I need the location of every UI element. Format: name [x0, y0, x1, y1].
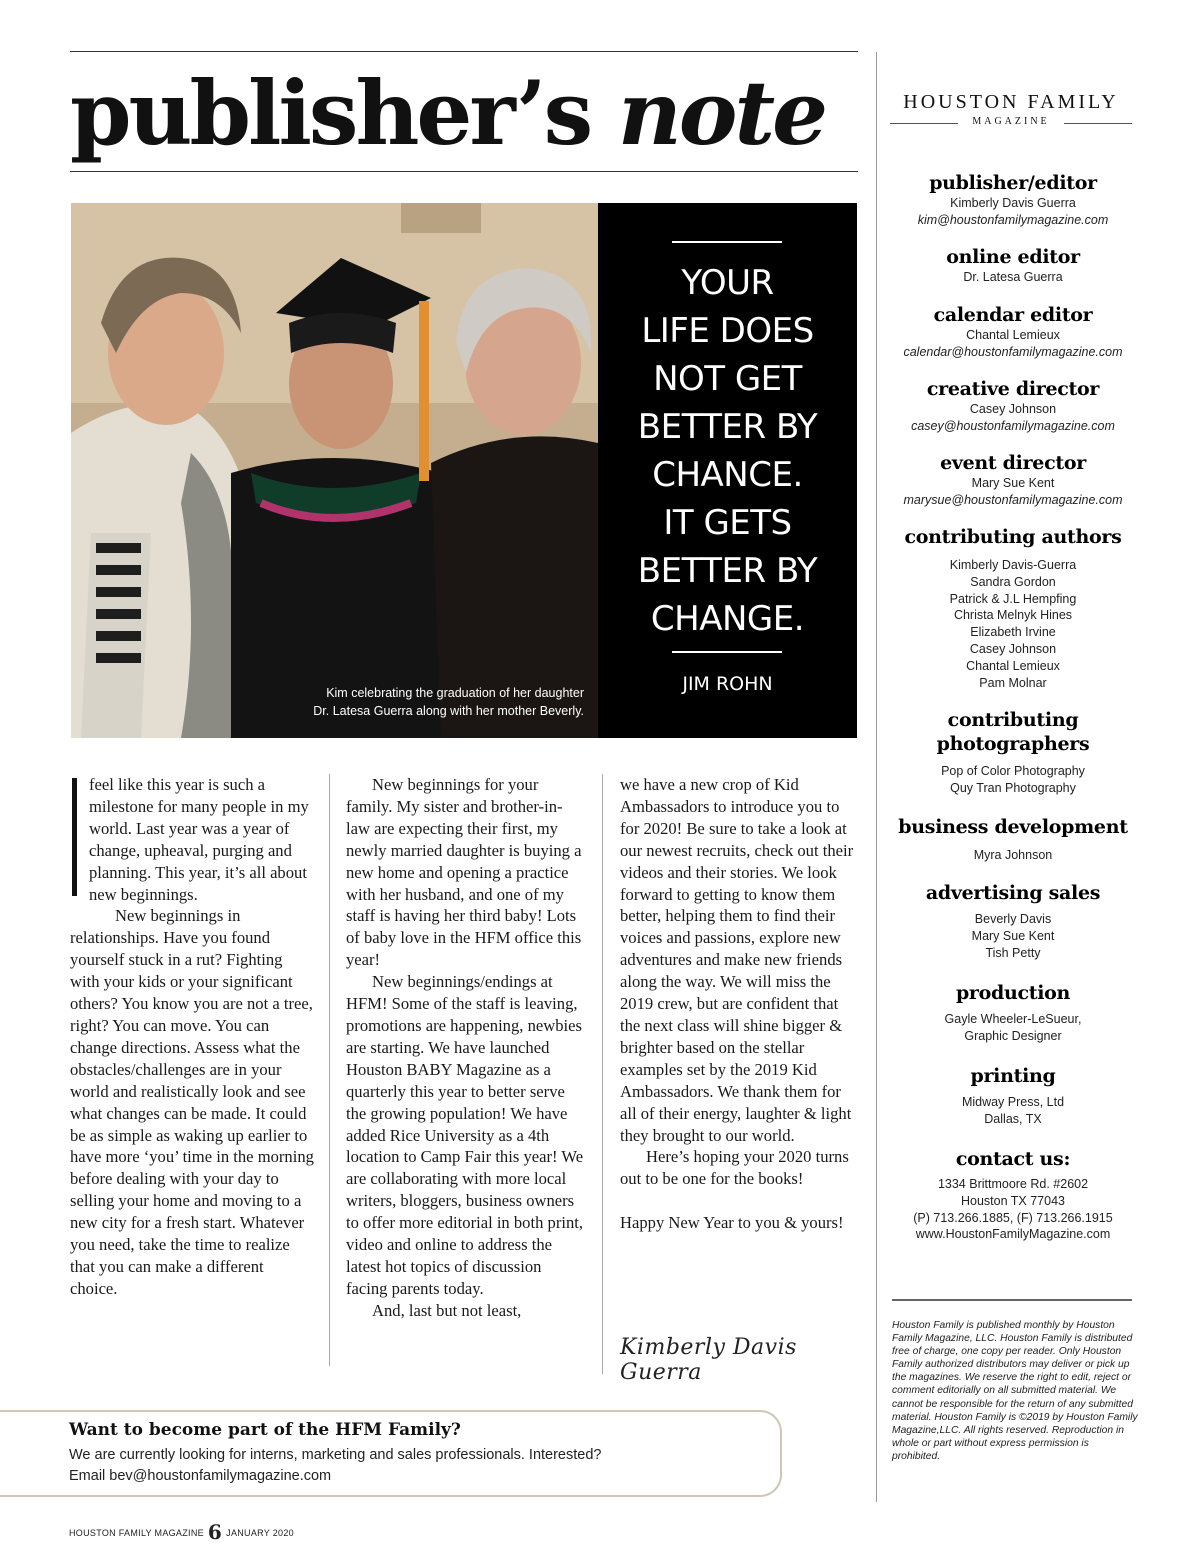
quote-author: JIM ROHN: [682, 673, 773, 695]
callout-text: We are currently looking for interns, marketing and sales professionals. Interested?: [69, 1447, 602, 1463]
contact-phone: (P) 713.266.1885, (F) 713.266.1915: [913, 1210, 1113, 1225]
section-title: contributing authors: [904, 526, 1122, 548]
section-line: Midway Press, Ltd: [961, 1095, 1065, 1109]
quote-line: BETTER BY: [637, 551, 818, 591]
section-email[interactable]: casey@houstonfamilymagazine.com: [911, 418, 1115, 433]
section-line: Pam Molnar: [979, 675, 1047, 690]
quote-line: LIFE DOES: [641, 311, 814, 351]
section-email[interactable]: marysue@houstonfamilymagazine.com: [903, 492, 1123, 507]
page-number: 6: [207, 1520, 223, 1544]
section-line: Dallas, TX: [984, 1111, 1042, 1126]
masthead-section-online-editor: [890, 245, 1136, 286]
quote-line: CHANCE.: [652, 455, 803, 495]
quote-top-rule: [672, 241, 782, 243]
masthead-logo: [890, 91, 1132, 130]
article-column-2: [346, 774, 586, 1322]
section-line: Casey Johnson: [969, 402, 1057, 416]
section-line: Patrick & J.L Hempfing: [949, 591, 1077, 606]
quote-text: [598, 259, 857, 643]
article-column-3: [620, 774, 858, 1234]
legal-rule: [892, 1299, 1132, 1301]
section-line: Gayle Wheeler-LeSueur,: [944, 1012, 1082, 1026]
brand-name: HOUSTON FAMILY: [903, 91, 1119, 113]
callout-email[interactable]: Email bev@houstonfamilymagazine.com: [69, 1468, 332, 1484]
section-line: Graphic Designer: [964, 1028, 1062, 1043]
title-italic: note: [617, 61, 826, 165]
header-top-rule: [70, 51, 858, 52]
page-title: [70, 58, 860, 168]
section-line: Kimberly Davis-Guerra: [949, 558, 1077, 572]
footer-magazine: HOUSTON FAMILY MAGAZINE: [69, 1528, 204, 1538]
masthead-section-business-development: [890, 815, 1136, 864]
article-paragraph: And, last but not least,: [372, 1300, 522, 1320]
title-main: publisher’s: [70, 61, 591, 165]
article-paragraph: Here’s hoping your 2020 turns out to be one for the books!: [620, 1147, 849, 1189]
section-line: Sandra Gordon: [970, 574, 1056, 589]
section-title: contributing photographers: [936, 709, 1090, 755]
section-line: Mary Sue Kent: [971, 928, 1055, 943]
masthead-section-contact: [890, 1147, 1136, 1243]
quote-line: NOT GET: [653, 359, 802, 399]
masthead-section-calendar-editor: [890, 303, 1136, 361]
caption-line-2: Dr. Latesa Guerra along with her mother Beverly.: [313, 704, 584, 718]
section-title: production: [955, 982, 1071, 1004]
recruiting-callout: [0, 1410, 782, 1497]
contact-address: 1334 Brittmoore Rd. #2602: [937, 1177, 1089, 1191]
article-paragraph: we have a new crop of Kid Ambassadors to introduce you to for 2020! Be sure to take a look at our newest recruits, check out their videos and their stories. We look forward to getting to know them better, helping them to find their voices and passions, explore new adventures and make new friends along the way. We will miss the 2019 crew, but are confident that the next class will shine bigger & brighter based on the stellar examples set by the 2019 Kid Ambassadors. We thank them for all of their energy, laughter & light they brought to our world.: [620, 775, 854, 1145]
masthead-section-creative-director: [890, 377, 1136, 435]
masthead-section-event-director: [890, 451, 1136, 509]
drop-cap-i: [70, 778, 89, 906]
masthead-section-advertising-sales: [890, 881, 1136, 961]
masthead-section-contributing-authors: [890, 525, 1136, 691]
footer-issue: JANUARY 2020: [226, 1528, 294, 1538]
section-line: Chantal Lemieux: [966, 658, 1060, 673]
legal-notice: Houston Family is published monthly by Houston Family Magazine, LLC. Houston Family is distributed free of charge, one copy per reader. Only Houston Family authorized distributors may deliver or pick up the magazines. We reserve the right to edit, reject or comment editorially on all submitted material. We cannot be responsible for the return of any submitted material. Houston Family is ©2019 by Houston Family Magazine,LLC. All rights reserved. Reproduction in whole or part without express permission is prohibited.: [892, 1320, 1138, 1462]
section-title: online editor: [946, 246, 1080, 268]
feature-photo: [71, 203, 598, 738]
section-line: Quy Tran Photography: [950, 780, 1076, 795]
section-line: Tish Petty: [985, 945, 1041, 960]
masthead-section-publisher: [890, 171, 1136, 229]
section-line: Mary Sue Kent: [971, 476, 1055, 490]
quote-line: BETTER BY: [637, 407, 818, 447]
section-title: printing: [970, 1065, 1056, 1087]
section-line: Christa Melnyk Hines: [953, 608, 1073, 623]
section-email[interactable]: kim@houstonfamilymagazine.com: [917, 212, 1109, 227]
sidebar-divider: [876, 52, 877, 1502]
quote-line: CHANGE.: [650, 599, 805, 639]
section-line: Kimberly Davis Guerra: [950, 196, 1076, 210]
masthead-section-production: [890, 981, 1136, 1045]
quote-line: IT GETS: [663, 503, 792, 543]
section-title: creative director: [926, 378, 1100, 400]
section-email[interactable]: calendar@houstonfamilymagazine.com: [903, 344, 1123, 359]
section-title: business development: [898, 816, 1128, 838]
section-title: advertising sales: [925, 882, 1101, 904]
section-title: contact us:: [955, 1148, 1071, 1170]
section-line: Elizabeth Irvine: [970, 625, 1056, 640]
section-line: Pop of Color Photography: [941, 764, 1085, 778]
masthead-section-printing: [890, 1064, 1136, 1128]
article-paragraph: New beginnings/endings at HFM! Some of the staff is leaving, promotions are happening, newbies are starting. We have launched Houston BABY Magazine as a quarterly this year to better serve the growing population! We have added Rice University as a 4th location to Camp Fair this year! We are collaborating with more local writers, bloggers, business owners to offer more editorial in both print, video and online to address the latest hot topics of discussion facing parents today.: [346, 972, 584, 1298]
photo-caption: [313, 684, 584, 720]
article-paragraph: Happy New Year to you & yours!: [620, 1213, 844, 1233]
quote-bottom-rule: [672, 651, 782, 653]
section-line: Beverly Davis: [974, 912, 1052, 926]
column-divider: [602, 774, 603, 1374]
caption-line-1: Kim celebrating the graduation of her daughter: [326, 686, 584, 700]
column-divider: [329, 774, 330, 1366]
quote-line: YOUR: [681, 263, 774, 303]
page-footer: [69, 1520, 294, 1544]
section-line: Dr. Latesa Guerra: [963, 270, 1063, 284]
contact-website[interactable]: www.HoustonFamilyMagazine.com: [915, 1227, 1111, 1242]
masthead-section-contributing-photographers: [890, 708, 1136, 797]
section-title: publisher/editor: [929, 172, 1097, 194]
section-title: calendar editor: [933, 304, 1093, 326]
article-paragraph: New beginnings in relationships. Have you found yourself stuck in a rut? Fighting with your kids or your significant others? You know you are not a tree, right? You can move. You can change directions. Assess what the obstacles/challenges are in your world and realistically look and see what changes can be made. It could be as simple as waking up earlier to have more ‘you’ time in the morning before dealing with your day to selling your home and moving to a new city for a fresh start. Whatever you need, take the time to realize that you can make a different choice.: [70, 906, 314, 1298]
article-paragraph: feel like this year is such a milestone for many people in my world. Last year was a year of change, upheaval, purging and planning. This year, it’s all about new beginnings.: [89, 775, 309, 904]
pull-quote: [598, 203, 857, 738]
brand-sub: MAGAZINE: [890, 116, 1132, 130]
section-title: event director: [940, 452, 1086, 474]
section-line: Casey Johnson: [969, 641, 1057, 656]
section-line: Chantal Lemieux: [966, 328, 1060, 342]
header-bottom-rule: [70, 171, 858, 172]
photo-illustration: [71, 203, 598, 738]
article-column-1: [70, 774, 314, 1300]
publisher-signature: Kimberly Davis Guerra: [620, 1335, 797, 1385]
callout-heading: Want to become part of the HFM Family?: [69, 1420, 461, 1440]
article-paragraph: New beginnings for your family. My sister and brother-in-law are expecting their first, my newly married daughter is buying a new home and opening a practice with her husband, and one of my staff is having her third baby! Lots of baby love in the HFM office this year!: [346, 775, 582, 970]
contact-city: Houston TX 77043: [960, 1193, 1065, 1208]
section-line: Myra Johnson: [973, 848, 1053, 862]
